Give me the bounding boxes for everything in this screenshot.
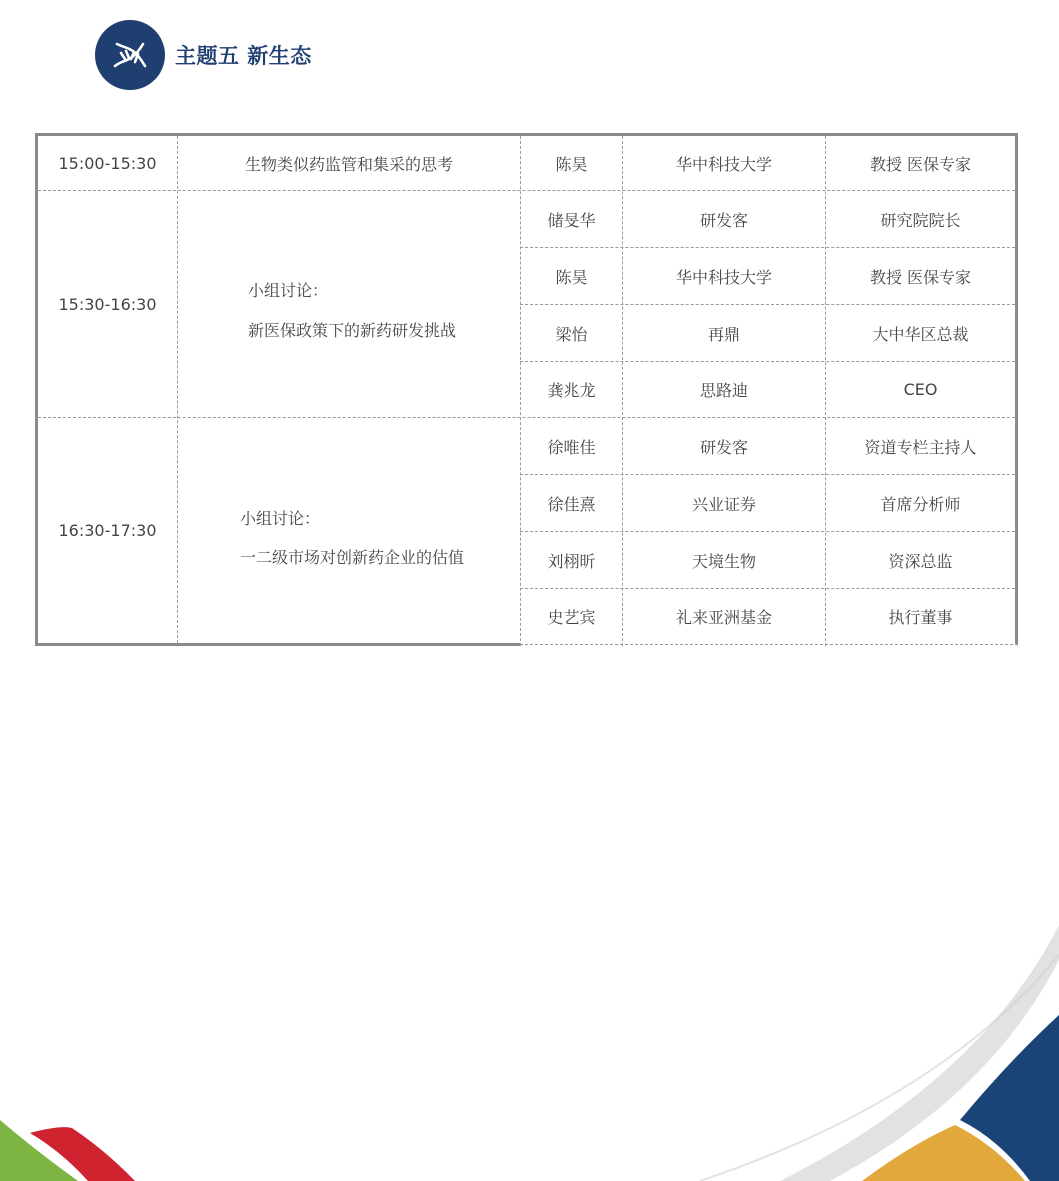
session-time: 15:00-15:30 xyxy=(58,153,157,173)
speaker-org: 兴业证券 xyxy=(691,494,756,514)
speaker-name: 储旻华 xyxy=(547,210,596,230)
speaker-title: 资道专栏主持人 xyxy=(864,437,977,457)
speaker-name: 陈昊 xyxy=(555,267,588,287)
speaker-title: CEO xyxy=(903,380,938,399)
speaker-org: 研发客 xyxy=(699,210,748,230)
speaker-title: 执行董事 xyxy=(888,608,953,627)
speaker-org: 华中科技大学 xyxy=(675,154,772,174)
speaker-name: 徐佳熹 xyxy=(547,494,596,514)
speaker-name: 陈昊 xyxy=(555,154,588,174)
speaker-org: 礼来亚洲基金 xyxy=(675,608,772,627)
session-topic-label: 小组讨论： xyxy=(248,281,329,300)
session-time: 16:30-17:30 xyxy=(58,521,157,540)
speaker-title: 研究院院长 xyxy=(880,210,961,230)
session-topic-label: 小组讨论： xyxy=(240,509,321,528)
speaker-title: 大中华区总裁 xyxy=(872,324,969,344)
speaker-name: 刘栩昕 xyxy=(547,551,596,571)
speaker-org: 研发客 xyxy=(699,437,748,457)
section-title: 主题五 新生态 xyxy=(175,44,312,68)
session-topic: 一二级市场对创新药企业的估值 xyxy=(240,548,465,567)
speaker-title: 教授 医保专家 xyxy=(869,154,972,174)
session-time: 15:30-16:30 xyxy=(58,294,157,314)
speaker-org: 再鼎 xyxy=(707,324,740,344)
speaker-title: 教授 医保专家 xyxy=(869,267,972,287)
session-topic: 生物类似药监管和集采的思考 xyxy=(244,154,453,174)
speaker-name: 史艺宾 xyxy=(547,608,596,627)
speaker-title: 首席分析师 xyxy=(880,494,961,514)
speaker-name: 徐唯佳 xyxy=(547,437,596,457)
session-topic: 新医保政策下的新药研发挑战 xyxy=(248,321,457,340)
speaker-org: 思路迪 xyxy=(699,381,748,400)
speaker-name: 龚兆龙 xyxy=(547,381,596,400)
speaker-org: 天境生物 xyxy=(691,551,756,571)
speaker-title: 资深总监 xyxy=(888,551,953,571)
speaker-org: 华中科技大学 xyxy=(675,267,772,287)
speaker-name: 梁怡 xyxy=(555,324,588,344)
